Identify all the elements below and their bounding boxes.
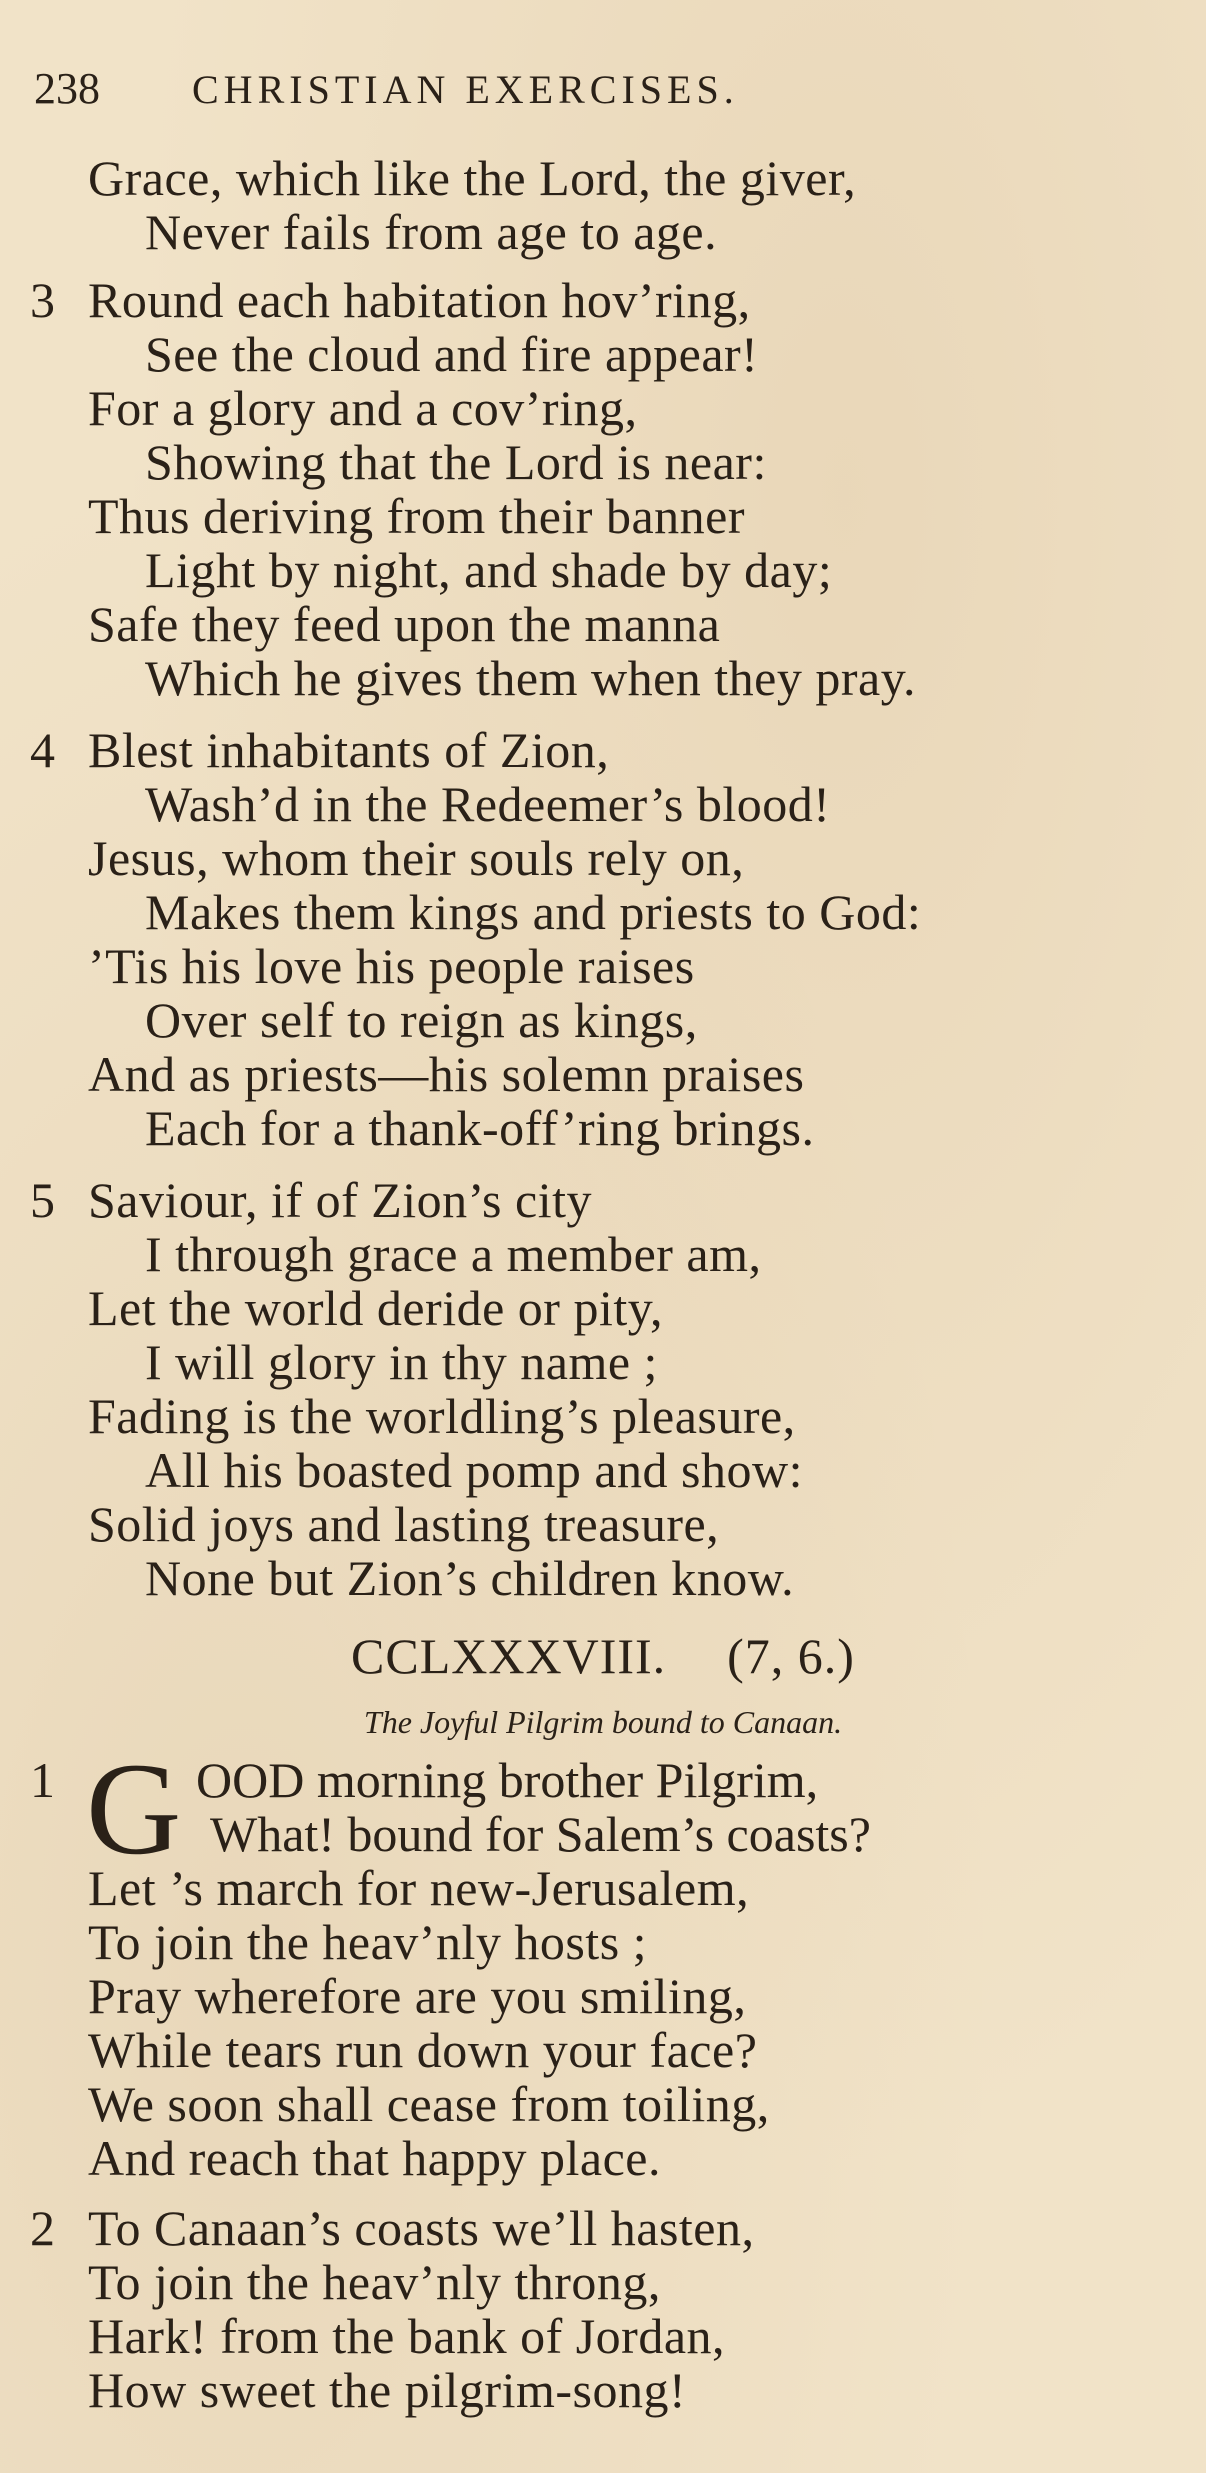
verse-line: To join the heav’nly hosts ; xyxy=(88,1914,648,1970)
verse-line: I through grace a member am, xyxy=(145,1226,762,1282)
verse-line: Wash’d in the Redeemer’s blood! xyxy=(145,776,831,832)
verse-line: Thus deriving from their banner xyxy=(88,488,745,544)
hymn-number: CCLXXXVIII. xyxy=(351,1628,667,1684)
verse-line: Saviour, if of Zion’s city xyxy=(88,1172,592,1228)
verse-number: 5 xyxy=(30,1172,55,1228)
verse-line: And as priests—his solemn praises xyxy=(88,1046,805,1102)
hymn-heading xyxy=(0,1628,1206,1684)
verse-line: Fading is the worldling’s pleasure, xyxy=(88,1388,796,1444)
verse-line: And reach that happy place. xyxy=(88,2130,661,2186)
hymn-meter: (7, 6.) xyxy=(727,1628,855,1684)
verse-line: Let the world deride or pity, xyxy=(88,1280,663,1336)
verse-number: 3 xyxy=(30,272,55,328)
verse-line: ’Tis his love his people raises xyxy=(88,938,695,994)
verse-line: OOD morning brother Pilgrim, xyxy=(196,1752,819,1808)
verse-line: How sweet the pilgrim-song! xyxy=(88,2362,687,2418)
verse-line: Grace, which like the Lord, the giver, xyxy=(88,150,857,206)
verse-line: See the cloud and fire appear! xyxy=(145,326,759,382)
verse-line: Each for a thank-off’ring brings. xyxy=(145,1100,815,1156)
verse-line: What! bound for Salem’s coasts? xyxy=(210,1806,871,1862)
verse-number: 1 xyxy=(30,1752,55,1808)
verse-line: Solid joys and lasting treasure, xyxy=(88,1496,720,1552)
verse-line: Which he gives them when they pray. xyxy=(145,650,916,706)
verse-line: To join the heav’nly throng, xyxy=(88,2254,661,2310)
verse-line: To Canaan’s coasts we’ll hasten, xyxy=(88,2200,755,2256)
running-title: CHRISTIAN EXERCISES. xyxy=(192,67,739,112)
verse-line: Makes them kings and priests to God: xyxy=(145,884,922,940)
page-number: 238 xyxy=(34,64,100,113)
verse-line: Round each habitation hov’ring, xyxy=(88,272,751,328)
verse-line: For a glory and a cov’ring, xyxy=(88,380,638,436)
verse-line: All his boasted pomp and show: xyxy=(145,1442,804,1498)
verse-number: 2 xyxy=(30,2200,55,2256)
verse-line: Showing that the Lord is near: xyxy=(145,434,767,490)
hymn-subtitle: The Joyful Pilgrim bound to Canaan. xyxy=(363,1704,843,1740)
verse-line: Pray wherefore are you smiling, xyxy=(88,1968,747,2024)
verse-line: Jesus, whom their souls rely on, xyxy=(88,830,745,886)
verse-number: 4 xyxy=(30,722,55,778)
page-header xyxy=(34,62,739,117)
drop-cap: G xyxy=(86,1735,182,1882)
verse-line: Light by night, and shade by day; xyxy=(145,542,833,598)
verse-line: I will glory in thy name ; xyxy=(145,1334,658,1390)
verse-line: Over self to reign as kings, xyxy=(145,992,698,1048)
verse-line: Safe they feed upon the manna xyxy=(88,596,721,652)
verse-line: We soon shall cease from toiling, xyxy=(88,2076,770,2132)
verse-line: Never fails from age to age. xyxy=(145,204,718,260)
verse-line: While tears run down your face? xyxy=(88,2022,758,2078)
verse-line: Hark! from the bank of Jordan, xyxy=(88,2308,726,2364)
verse-line: Let ’s march for new-Jerusalem, xyxy=(88,1860,750,1916)
verse-line: None but Zion’s children know. xyxy=(145,1550,795,1606)
verse-line: Blest inhabitants of Zion, xyxy=(88,722,610,778)
